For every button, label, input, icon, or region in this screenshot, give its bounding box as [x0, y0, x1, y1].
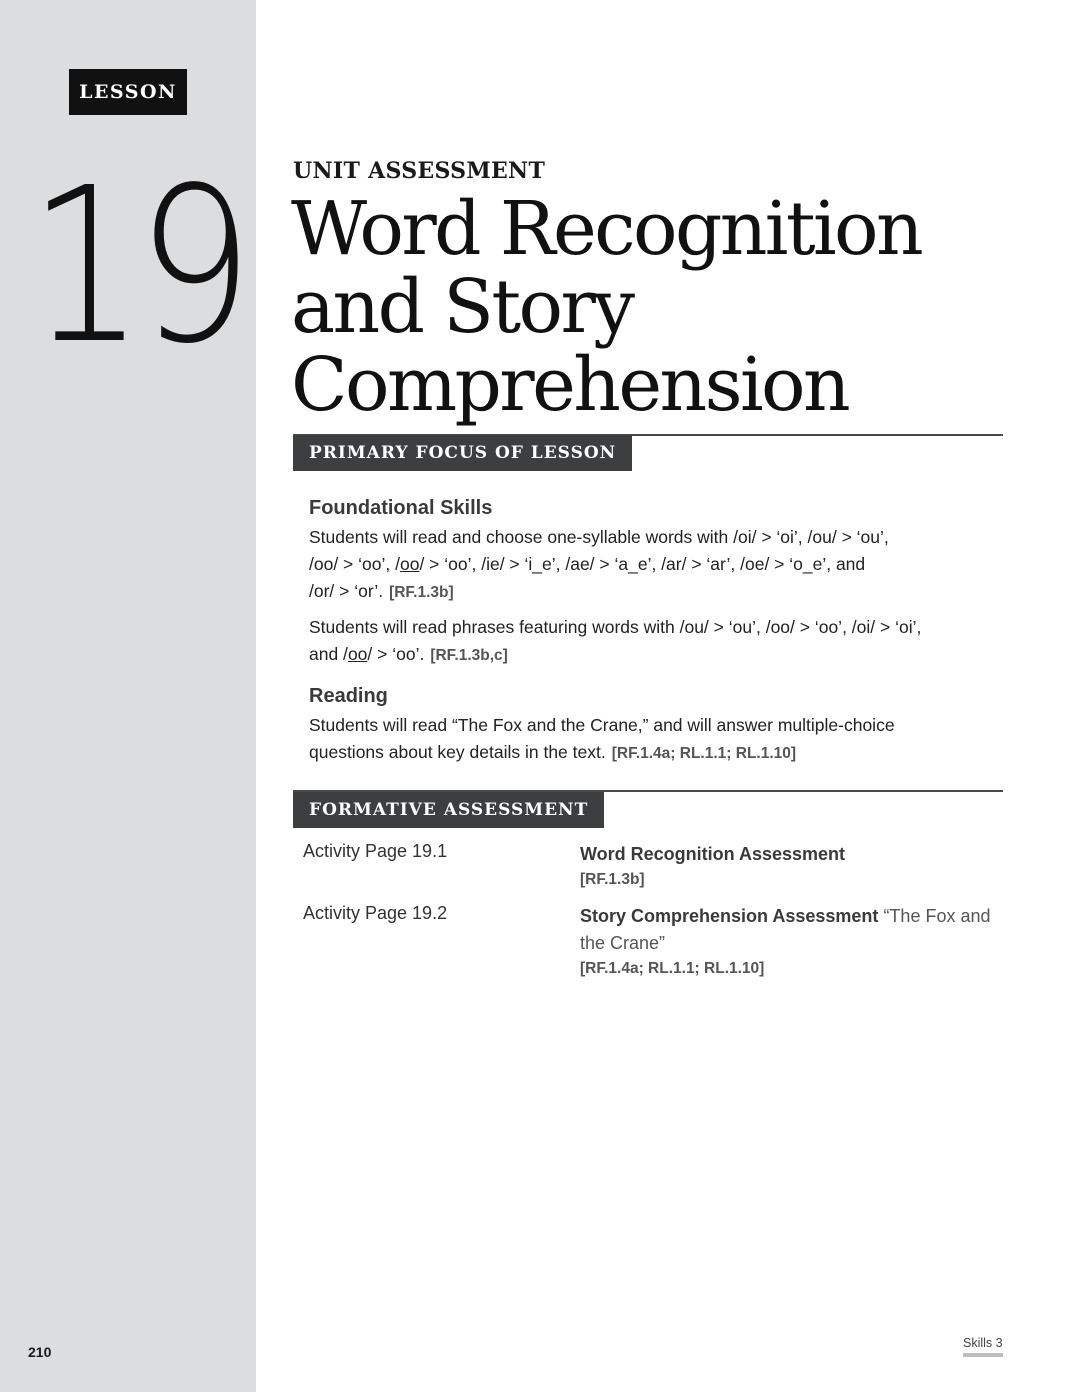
fs-p1-line1: Students will read and choose one-syllable words with /oi/ > ‘oi’, /ou/ > ‘ou’,	[309, 527, 889, 547]
foundational-skills-heading: Foundational Skills	[309, 497, 493, 519]
footer-bar	[963, 1353, 1003, 1357]
fs-p2-line1: Students will read phrases featuring words with /ou/ > ‘ou’, /oo/ > ‘oo’, /oi/ > ‘oi’,	[309, 617, 922, 637]
unit-assessment-eyebrow: UNIT ASSESSMENT	[293, 158, 546, 184]
reading-block	[309, 685, 999, 775]
foundational-skills-block	[309, 497, 999, 677]
title-line-1: Word Recognition	[291, 186, 922, 272]
assessment-standard: [RF.1.4a; RL.1.1; RL.1.10]	[580, 960, 765, 977]
lesson-number: 19	[28, 142, 245, 391]
formative-assessment-header: FORMATIVE ASSESSMENT	[293, 792, 604, 828]
fs-p1-standard: [RF.1.3b]	[389, 584, 454, 601]
page-title	[291, 186, 1011, 428]
fs-p2-line2a: and /	[309, 644, 348, 664]
reading-line2: questions about key details in the text.	[309, 742, 606, 762]
foundational-paragraph-2	[309, 614, 999, 669]
footer-label: Skills 3	[963, 1336, 1003, 1350]
fs-p2-standard: [RF.1.3b,c]	[430, 647, 508, 664]
fs-p1-line3: /or/ > ‘or’.	[309, 581, 384, 601]
reading-heading: Reading	[309, 685, 388, 707]
assessment-title: Word Recognition Assessment	[580, 844, 846, 864]
assessment-description	[580, 841, 1000, 892]
reading-line1: Students will read “The Fox and the Crane,” and will answer multiple-choice	[309, 715, 895, 735]
assessment-story-title: “The Fox and the Crane”	[580, 906, 991, 953]
fs-p1-line2a: /oo/ > ‘oo’, /	[309, 554, 400, 574]
reading-standard: [RF.1.4a; RL.1.1; RL.1.10]	[611, 745, 797, 762]
fs-p1-underlined: oo	[399, 554, 420, 574]
assessment-standard: [RF.1.3b]	[580, 871, 645, 888]
fs-p1-line2b: / > ‘oo’, /ie/ > ‘i_e’, /ae/ > ‘a_e’, /ar/ > ‘ar’, /oe/ > ‘o_e’, and	[419, 554, 866, 574]
foundational-paragraph-1	[309, 524, 999, 606]
fs-p2-line2b: / > ‘oo’.	[367, 644, 425, 664]
page-number: 210	[28, 1344, 52, 1360]
assessment-title: Story Comprehension Assessment	[580, 906, 879, 926]
lesson-badge: LESSON	[69, 69, 187, 115]
title-line-2: and Story	[291, 264, 633, 350]
assessment-description	[580, 903, 1000, 981]
fs-p2-underlined: oo	[347, 644, 368, 664]
primary-focus-header: PRIMARY FOCUS OF LESSON	[293, 435, 632, 471]
activity-page-label: Activity Page 19.2	[303, 903, 448, 923]
reading-paragraph	[309, 712, 999, 767]
activity-page-label: Activity Page 19.1	[303, 841, 448, 861]
sidebar	[0, 0, 256, 1392]
title-line-3: Comprehension	[291, 342, 849, 428]
